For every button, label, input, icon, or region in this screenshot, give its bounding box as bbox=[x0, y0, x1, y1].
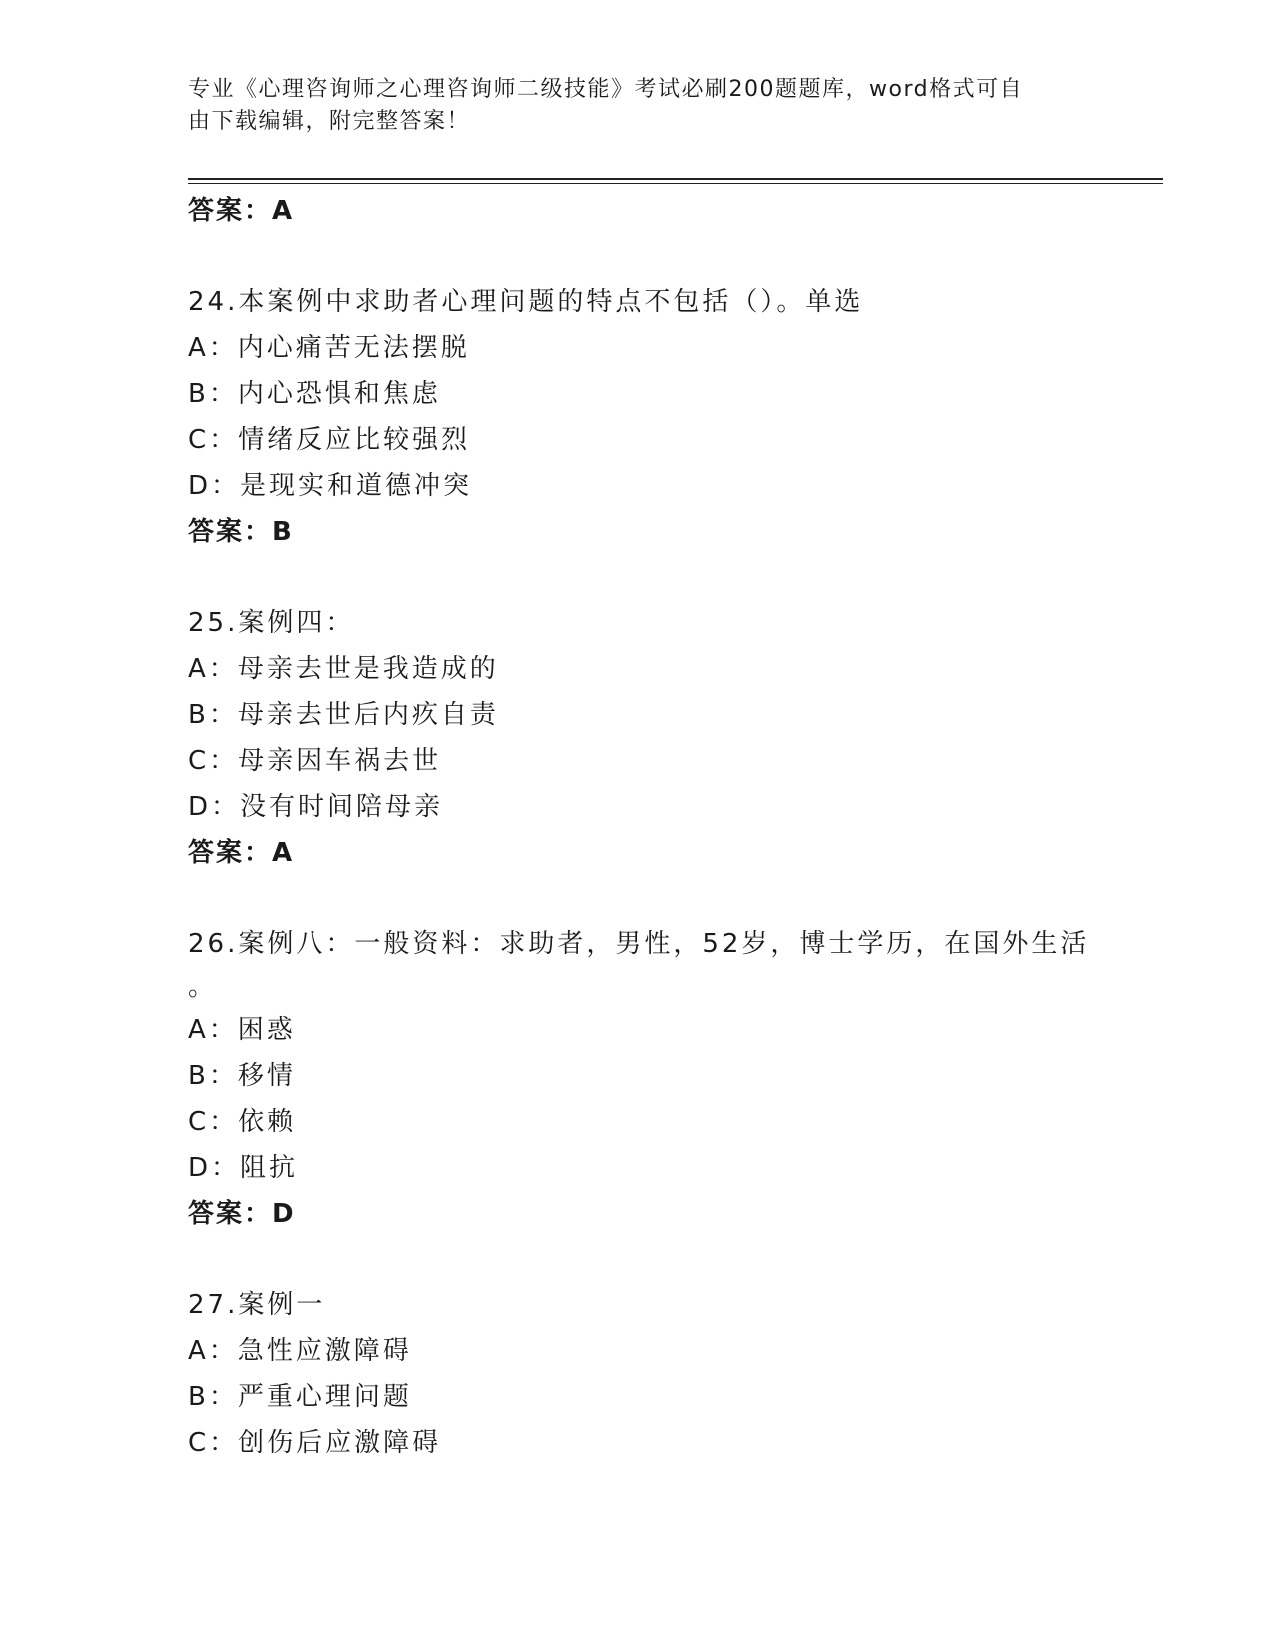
answer-line: 答案：A bbox=[188, 196, 295, 226]
header-line-2: 由下载编辑，附完整答案！ bbox=[188, 109, 471, 134]
option-d: D：是现实和道德冲突 bbox=[188, 471, 473, 501]
option-c: C：母亲因车祸去世 bbox=[188, 746, 442, 776]
question-25 bbox=[188, 600, 1148, 876]
option-b: B：严重心理问题 bbox=[188, 1382, 412, 1412]
header-divider-thick bbox=[188, 178, 1163, 180]
question-stem-continuation: 。 bbox=[188, 972, 215, 1002]
option-b: B：母亲去世后内疚自责 bbox=[188, 700, 499, 730]
option-d: D：没有时间陪母亲 bbox=[188, 792, 444, 822]
answer-line: 答案：B bbox=[188, 517, 294, 547]
option-c: C：创伤后应激障碍 bbox=[188, 1428, 442, 1458]
question-list bbox=[188, 188, 1148, 1466]
question-27 bbox=[188, 1282, 1148, 1466]
option-c: C：依赖 bbox=[188, 1107, 297, 1137]
option-a: A：急性应激障碍 bbox=[188, 1336, 412, 1366]
question-stem: 26.案例八：一般资料：求助者，男性，52岁，博士学历，在国外生活 bbox=[188, 929, 1090, 959]
document-header bbox=[188, 74, 1068, 138]
answer-line: 答案：A bbox=[188, 838, 295, 868]
question-26 bbox=[188, 921, 1148, 1237]
option-b: B：移情 bbox=[188, 1061, 296, 1091]
question-stem: 27.案例一 bbox=[188, 1290, 326, 1320]
header-line-1: 专业《心理咨询师之心理咨询师二级技能》考试必刷200题题库，word格式可自 bbox=[188, 77, 1024, 102]
question-24 bbox=[188, 279, 1148, 555]
option-b: B：内心恐惧和焦虑 bbox=[188, 379, 441, 409]
option-a: A：内心痛苦无法摆脱 bbox=[188, 333, 470, 363]
option-a: A：困惑 bbox=[188, 1015, 296, 1045]
option-a: A：母亲去世是我造成的 bbox=[188, 654, 499, 684]
answer-line: 答案：D bbox=[188, 1199, 296, 1229]
header-divider-thin bbox=[188, 183, 1163, 184]
option-d: D：阻抗 bbox=[188, 1153, 299, 1183]
question-stem: 24.本案例中求助者心理问题的特点不包括（）。单选 bbox=[188, 287, 864, 317]
option-c: C：情绪反应比较强烈 bbox=[188, 425, 471, 455]
question-stem: 25.案例四： bbox=[188, 608, 355, 638]
